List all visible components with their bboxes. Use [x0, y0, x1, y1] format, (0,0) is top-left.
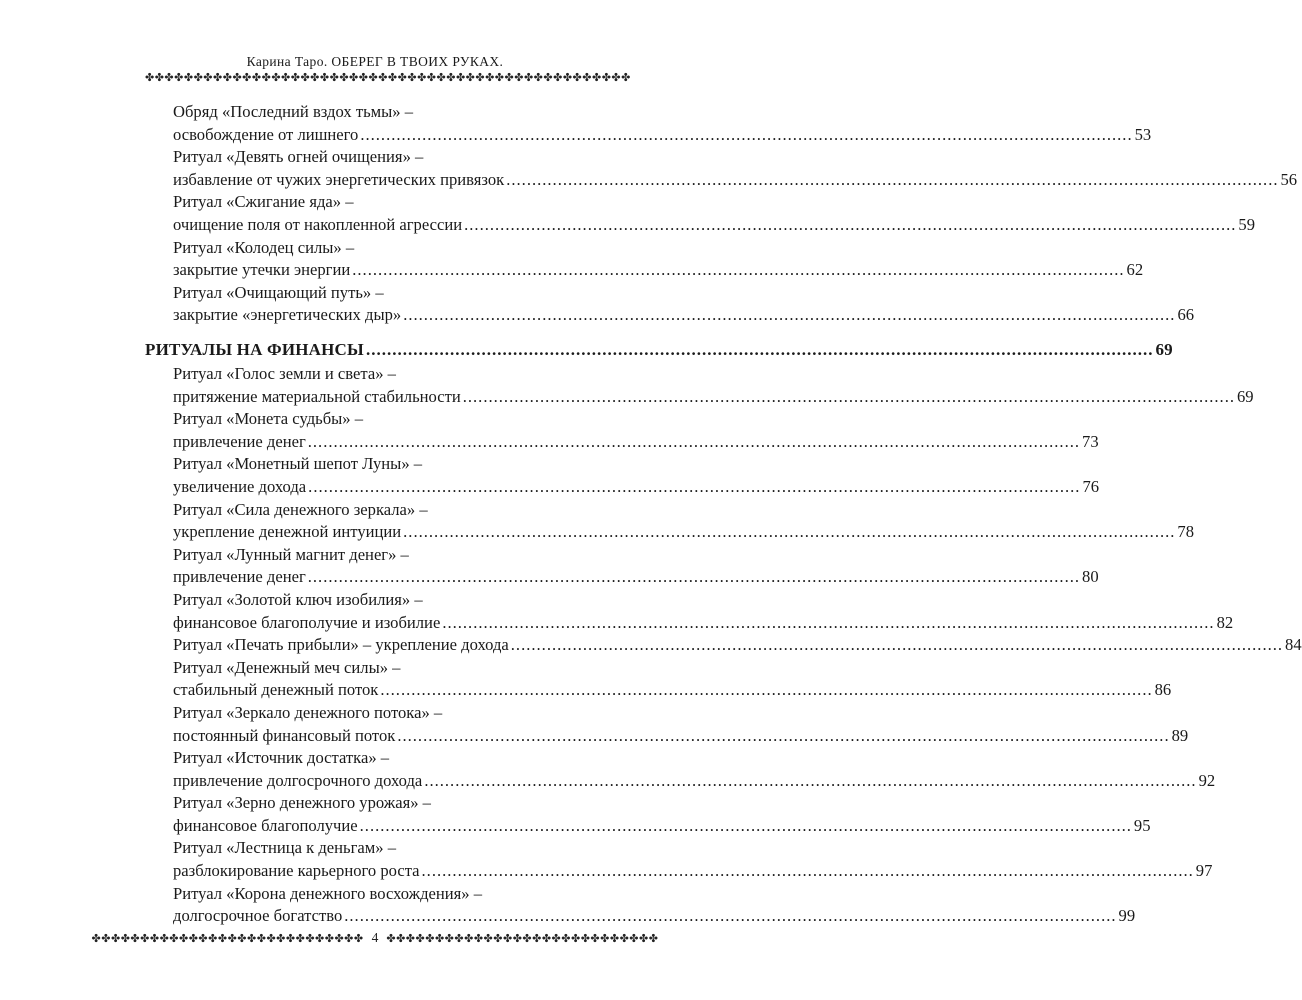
toc-entry-page: 86 — [1154, 680, 1172, 700]
toc-entry-title: Ритуал «Лунный магнит денег» – — [173, 544, 409, 564]
toc-entry-page: 62 — [1126, 260, 1144, 280]
toc-entry[interactable] — [145, 837, 1213, 882]
page-number: 4 — [371, 930, 379, 945]
toc-entry[interactable] — [145, 702, 1189, 747]
toc-entry-title: Ритуал «Очищающий путь» – — [173, 282, 384, 302]
footer-ornament-left: ✤✤✤✤✤✤✤✤✤✤✤✤✤✤✤✤✤✤✤✤✤✤✤✤✤✤✤✤ — [91, 932, 364, 945]
toc-entry-page: 80 — [1082, 567, 1099, 587]
toc-entry[interactable] — [145, 101, 1152, 146]
toc-entry-page: 84 — [1285, 635, 1302, 655]
dot-leader — [463, 386, 1235, 409]
toc-entry-subtitle: избавление от чужих энергетических привязок — [173, 169, 505, 189]
toc-entry-subtitle: финансовое благополучие и изобилие — [173, 612, 441, 632]
dot-leader — [344, 905, 1116, 928]
toc-entry[interactable] — [145, 453, 1100, 498]
section-page: 69 — [1155, 340, 1173, 359]
dot-leader — [464, 214, 1236, 237]
toc-entry-subtitle: очищение поля от накопленной агрессии — [173, 214, 463, 234]
footer-ornament-right: ✤✤✤✤✤✤✤✤✤✤✤✤✤✤✤✤✤✤✤✤✤✤✤✤✤✤✤✤ — [386, 932, 659, 945]
dot-leader — [360, 815, 1132, 838]
toc-entry-title: Обряд «Последний вздох тьмы» – — [173, 102, 414, 121]
dot-leader — [360, 124, 1132, 147]
dot-leader — [380, 679, 1152, 702]
toc-entries-before — [145, 101, 1298, 327]
toc-entry-title: Ритуал «Колодец силы» – — [173, 237, 355, 257]
toc-entry-title: Ритуал «Сжигание яда» – — [173, 192, 354, 212]
toc-entry-page: 78 — [1177, 522, 1195, 542]
toc-entry-page: 92 — [1198, 770, 1216, 790]
toc-entry[interactable] — [145, 657, 1172, 702]
toc-entry-page: 82 — [1216, 612, 1234, 632]
toc-entry[interactable] — [145, 146, 1298, 191]
toc-entry-subtitle: постоянный финансовый поток — [173, 725, 396, 745]
toc-entry-page: 66 — [1177, 305, 1195, 325]
page-footer — [91, 930, 659, 946]
toc-entry-title: Ритуал «Зеркало денежного потока» – — [173, 702, 443, 722]
toc-entry-page: 89 — [1171, 725, 1189, 745]
toc-entry-subtitle: стабильный денежный поток — [173, 680, 379, 700]
toc-entry-subtitle: финансовое благополучие — [173, 815, 358, 835]
toc-entry-page: 69 — [1237, 386, 1254, 406]
toc-entry-subtitle: привлечение долгосрочного дохода — [173, 770, 423, 790]
dot-leader — [403, 521, 1175, 544]
dot-leader — [308, 476, 1080, 499]
dot-leader — [397, 725, 1169, 748]
header-ornament: ✤✤✤✤✤✤✤✤✤✤✤✤✤✤✤✤✤✤✤✤✤✤✤✤✤✤✤✤✤✤✤✤✤✤✤✤✤✤✤✤✤✤✤✤✤✤✤✤✤✤ — [145, 72, 631, 84]
toc-entry-title: Ритуал «Монета судьбы» – — [173, 409, 364, 429]
toc-entry-subtitle: освобождение от лишнего — [173, 124, 359, 144]
toc-entry-page: 76 — [1082, 476, 1100, 496]
toc-entry[interactable] — [145, 589, 1234, 634]
toc-entry-title: Ритуал «Сила денежного зеркала» – — [173, 499, 428, 519]
toc-entry-title: Ритуал «Девять огней очищения» – — [173, 147, 424, 167]
toc-entry-subtitle: Ритуал «Печать прибыли» – укрепление дохода — [173, 635, 509, 655]
toc-entry[interactable] — [145, 408, 1099, 453]
toc-entry-page: 95 — [1133, 815, 1151, 835]
toc-entry-title: Ритуал «Монетный шепот Луны» – — [173, 454, 423, 474]
toc-entry-page: 53 — [1134, 124, 1152, 144]
toc-entry-subtitle: закрытие «энергетических дыр» — [173, 305, 402, 325]
toc-entry-subtitle: долгосрочное богатство — [173, 906, 343, 926]
dot-leader — [352, 259, 1124, 282]
dot-leader — [506, 169, 1278, 192]
dot-leader — [442, 612, 1214, 635]
toc-section — [145, 339, 1173, 361]
dot-leader — [403, 304, 1175, 327]
toc-entry-title: Ритуал «Золотой ключ изобилия» – — [173, 589, 423, 609]
toc-entry-subtitle: закрытие утечки энергии — [173, 260, 351, 280]
toc-entry-subtitle: укрепление денежной интуиции — [173, 522, 402, 542]
toc-entry-page: 99 — [1118, 906, 1136, 926]
toc-entry-page: 56 — [1280, 169, 1298, 189]
toc-entry[interactable] — [145, 282, 1195, 327]
dot-leader — [308, 431, 1080, 454]
toc-entry-title: Ритуал «Корона денежного восхождения» – — [173, 883, 483, 903]
toc-entry-subtitle: притяжение материальной стабильности — [173, 386, 461, 406]
toc-entry[interactable] — [145, 499, 1195, 544]
toc-entry[interactable] — [145, 191, 1255, 236]
toc-entry-title: Ритуал «Зерно денежного урожая» – — [173, 793, 431, 813]
dot-leader — [424, 770, 1196, 793]
toc-entry-subtitle: привлечение денег — [173, 567, 306, 587]
dot-leader — [511, 634, 1283, 657]
toc-entry-title: Ритуал «Источник достатка» – — [173, 748, 390, 768]
toc-entry[interactable] — [145, 883, 1136, 928]
dot-leader — [308, 566, 1080, 589]
toc-entry[interactable] — [145, 747, 1216, 792]
toc-entry[interactable] — [145, 634, 1302, 657]
toc-entry[interactable] — [145, 544, 1099, 589]
toc-entry-subtitle: привлечение денег — [173, 431, 306, 451]
toc-entry-page: 73 — [1082, 431, 1099, 451]
toc-entry[interactable] — [145, 792, 1151, 837]
dot-leader — [422, 860, 1194, 883]
toc-entry-page: 97 — [1195, 861, 1213, 881]
toc-entry-subtitle: увеличение дохода — [173, 476, 307, 496]
dot-leader — [366, 339, 1154, 361]
toc-entry-title: Ритуал «Голос земли и света» – — [173, 364, 396, 383]
running-header: Карина Таро. ОБЕРЕГ В ТВОИХ РУКАХ. — [246, 54, 504, 69]
toc-entry-page: 59 — [1238, 214, 1255, 234]
toc-entry[interactable] — [145, 237, 1144, 282]
toc-entry-title: Ритуал «Денежный меч силы» – — [173, 657, 401, 677]
toc-entries-after — [145, 363, 1302, 928]
section-heading[interactable] — [145, 339, 1173, 361]
section-title: РИТУАЛЫ НА ФИНАНСЫ — [145, 340, 364, 359]
toc-entry-subtitle: разблокирование карьерного роста — [173, 861, 420, 881]
toc-entry[interactable] — [145, 363, 1254, 408]
toc-entry-title: Ритуал «Лестница к деньгам» – — [173, 838, 397, 858]
